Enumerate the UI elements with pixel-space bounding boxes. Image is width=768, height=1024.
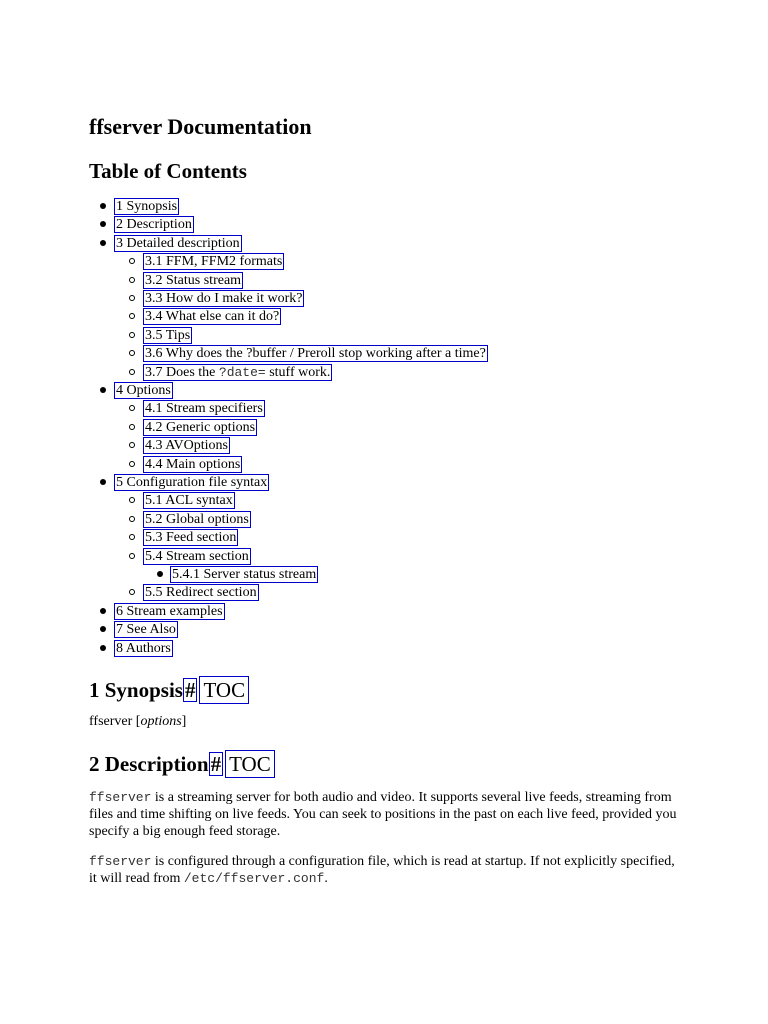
toc-link-label: 3.2 Status stream: [145, 272, 242, 288]
toc-link-label: 3.3 How do I make it work?: [145, 291, 303, 306]
toc-link-label: 6 Stream examples: [116, 603, 223, 619]
hollow-bullet-icon: [129, 589, 135, 595]
hollow-bullet-icon: [129, 295, 135, 301]
toc-link[interactable]: [114, 640, 173, 657]
toc-link[interactable]: [143, 548, 251, 565]
toc-link-label: 4.2 Generic options: [145, 419, 256, 435]
toc-link[interactable]: [143, 253, 284, 270]
filled-bullet-icon: [100, 645, 106, 651]
description-anchor-link[interactable]: #: [210, 752, 222, 776]
toc-link-label: 5.2 Global options: [145, 511, 249, 527]
ffserver-code: ffserver: [89, 790, 152, 805]
synopsis-end: ]: [181, 714, 187, 729]
toc-link-label: 2 Description: [116, 217, 192, 233]
toc-link[interactable]: [143, 419, 257, 436]
page-title: ffserver Documentation: [89, 114, 312, 139]
toc-link[interactable]: [143, 492, 235, 509]
description-heading: [89, 750, 275, 778]
toc-link[interactable]: [114, 382, 173, 399]
description-paragraph-2: [89, 853, 679, 887]
toc-link-label: 4 Options: [116, 383, 171, 398]
description-p2-text: is configured through a configuration file, which is read at startup. If not explicitly specified, it will read from: [89, 854, 675, 886]
toc-link-label: 8 Authors: [116, 640, 171, 656]
filled-bullet-icon: [100, 203, 106, 209]
toc-link[interactable]: [114, 198, 179, 215]
toc-link-label: 3.6 Why does the ?buffer / Preroll stop working after a time?: [145, 346, 486, 362]
toc-link[interactable]: [114, 474, 269, 491]
toc-link[interactable]: [143, 511, 251, 528]
filled-bullet-icon: [100, 479, 106, 485]
toc-link-label: 4.1 Stream specifiers: [145, 401, 263, 417]
toc-link[interactable]: [143, 345, 488, 362]
toc-link[interactable]: [114, 603, 225, 620]
toc-link-code: ?date=: [218, 364, 266, 380]
hollow-bullet-icon: [129, 350, 135, 356]
ffserver-code: ffserver: [89, 854, 152, 869]
hollow-bullet-icon: [129, 369, 135, 375]
toc-link[interactable]: [170, 566, 318, 583]
filled-bullet-icon: [100, 608, 106, 614]
synopsis-heading-text: 1 Synopsis: [89, 677, 183, 702]
toc-link-label: 3.4 What else can it do?: [145, 309, 280, 325]
filled-bullet-icon: [100, 240, 106, 246]
filled-bullet-icon: [100, 387, 106, 393]
toc-link-label: 5.4.1 Server status stream: [172, 567, 317, 582]
description-toc-link[interactable]: TOC: [225, 750, 275, 778]
toc-link[interactable]: [143, 290, 304, 307]
hollow-bullet-icon: [129, 461, 135, 467]
hollow-bullet-icon: [129, 405, 135, 411]
toc-link[interactable]: [143, 400, 265, 417]
toc-link-label: 5 Configuration file syntax: [116, 475, 268, 490]
synopsis-heading: [89, 676, 249, 704]
filled-bullet-icon: [100, 221, 106, 227]
config-path-code: /etc/ffserver.conf: [183, 871, 325, 886]
toc-link[interactable]: [114, 235, 242, 252]
hollow-bullet-icon: [129, 332, 135, 338]
synopsis-options: options: [140, 714, 182, 729]
hollow-bullet-icon: [129, 277, 135, 283]
toc-link-label: 3 Detailed description: [116, 235, 240, 251]
toc-link[interactable]: [143, 364, 332, 381]
hollow-bullet-icon: [129, 516, 135, 522]
toc-link[interactable]: [143, 456, 242, 473]
toc-link-label-after: stuff work.: [265, 364, 331, 380]
toc-link-label: 1 Synopsis: [116, 199, 178, 214]
toc-link-label: 7 See Also: [116, 622, 176, 638]
hollow-bullet-icon: [129, 442, 135, 448]
toc-link[interactable]: [143, 272, 243, 289]
synopsis-text: [89, 713, 679, 730]
hollow-bullet-icon: [129, 258, 135, 264]
description-p2-end: .: [324, 871, 328, 886]
toc-link[interactable]: [114, 216, 194, 233]
toc-link-label: 5.3 Feed section: [145, 530, 237, 546]
description-paragraph-1: [89, 789, 679, 840]
toc-link[interactable]: [143, 308, 281, 325]
description-p1-text: is a streaming server for both audio and video. It supports several live feeds, streaming from files and time shifting on live feeds. You can seek to positions in the past on each live feed, provided you specify a big enough feed storage.: [89, 790, 677, 839]
toc-heading: Table of Contents: [89, 159, 247, 183]
toc-link[interactable]: [143, 437, 230, 454]
toc-link-label: 4.4 Main options: [145, 456, 241, 472]
toc-link-label: 5.4 Stream section: [145, 548, 249, 564]
hollow-bullet-icon: [129, 497, 135, 503]
toc-link[interactable]: [114, 621, 178, 638]
toc-link-label: 3.7 Does the: [145, 364, 219, 380]
synopsis-anchor-link[interactable]: #: [184, 678, 196, 702]
toc-link-label: 3.5 Tips: [145, 327, 191, 343]
hollow-bullet-icon: [129, 313, 135, 319]
toc-link[interactable]: [143, 529, 238, 546]
toc-link-label: 4.3 AVOptions: [145, 438, 228, 454]
filled-bullet-icon: [100, 626, 106, 632]
hollow-bullet-icon: [129, 424, 135, 430]
toc-link-label: 5.5 Redirect section: [145, 585, 257, 601]
toc-link-label: 3.1 FFM, FFM2 formats: [145, 254, 283, 270]
synopsis-toc-link[interactable]: TOC: [199, 676, 249, 704]
hollow-bullet-icon: [129, 553, 135, 559]
synopsis-cmd: ffserver [: [89, 714, 141, 729]
hollow-bullet-icon: [129, 534, 135, 540]
toc-link[interactable]: [143, 584, 259, 601]
description-heading-text: 2 Description: [89, 751, 209, 776]
toc-link-label: 5.1 ACL syntax: [145, 493, 233, 509]
filled-bullet-icon: [157, 571, 163, 577]
toc-link[interactable]: [143, 327, 192, 344]
